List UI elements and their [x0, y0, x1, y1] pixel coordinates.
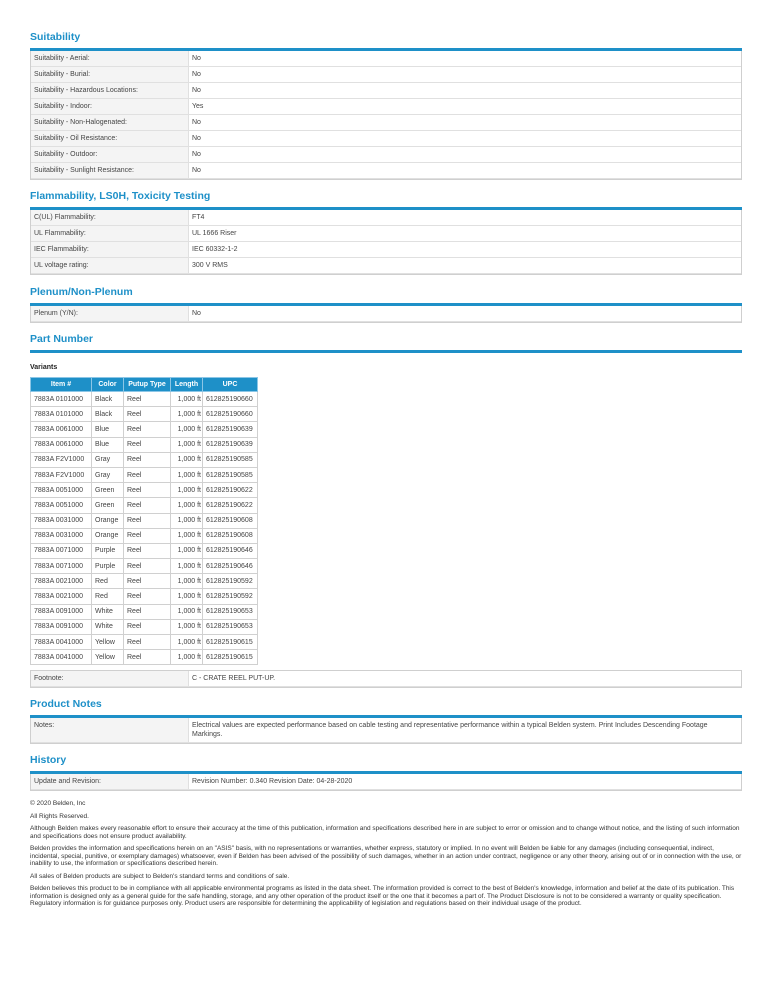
variants-label: Variants [30, 364, 58, 371]
variant-row [31, 589, 258, 604]
variant-putup-type: Reel [124, 437, 171, 452]
variant-upc: 612825190639 [203, 422, 258, 437]
section-history [30, 754, 742, 791]
spec-label: UL voltage rating: [31, 258, 189, 274]
spec-value: FT4 [189, 210, 741, 226]
variants-header-row [31, 378, 258, 392]
spec-label: Suitability - Oil Resistance: [31, 131, 189, 147]
spec-row [31, 67, 741, 83]
variant-item-number: 7883A 0051000 [31, 483, 92, 498]
variant-color: Red [92, 589, 124, 604]
spec-label: Suitability - Hazardous Locations: [31, 83, 189, 99]
column-header-length: Length [171, 378, 203, 392]
variant-row [31, 422, 258, 437]
spec-row [31, 774, 741, 790]
variant-item-number: 7883A 0041000 [31, 635, 92, 650]
variant-item-number: 7883A 0021000 [31, 589, 92, 604]
spec-label: Suitability - Sunlight Resistance: [31, 163, 189, 179]
variant-upc: 612825190592 [203, 574, 258, 589]
terms-of-sale: All sales of Belden products are subject to Belden's standard terms and conditions of sale. [30, 872, 290, 880]
variant-upc: 612825190592 [203, 589, 258, 604]
product-notes-table [30, 718, 742, 744]
variant-upc: 612825190653 [203, 619, 258, 634]
variant-color: Gray [92, 452, 124, 467]
spec-label: C(UL) Flammability: [31, 210, 189, 226]
column-header-color: Color [92, 378, 124, 392]
spec-label: Plenum (Y/N): [31, 306, 189, 322]
variant-length: 1,000 ft [171, 513, 203, 528]
variant-row [31, 437, 258, 452]
column-header-putup-type: Putup Type [124, 378, 171, 392]
variant-length: 1,000 ft [171, 543, 203, 558]
variant-upc: 612825190646 [203, 559, 258, 574]
spec-value: Yes [189, 99, 741, 115]
variant-putup-type: Reel [124, 543, 171, 558]
variant-putup-type: Reel [124, 528, 171, 543]
variant-row [31, 604, 258, 619]
spec-row [31, 258, 741, 274]
variant-putup-type: Reel [124, 559, 171, 574]
spec-row [31, 242, 741, 258]
variant-row [31, 635, 258, 650]
spec-value: 300 V RMS [189, 258, 741, 274]
variant-upc: 612825190622 [203, 498, 258, 513]
variant-color: Yellow [92, 635, 124, 650]
variant-color: Red [92, 574, 124, 589]
variant-color: Blue [92, 422, 124, 437]
variant-item-number: 7883A 0101000 [31, 392, 92, 407]
variant-length: 1,000 ft [171, 574, 203, 589]
variant-row [31, 392, 258, 407]
spec-value: No [189, 306, 741, 322]
footnote-label: Footnote: [31, 671, 189, 687]
variant-row [31, 528, 258, 543]
spec-value: IEC 60332-1-2 [189, 242, 741, 258]
variant-upc: 612825190653 [203, 604, 258, 619]
variant-color: Green [92, 498, 124, 513]
spec-label: Suitability - Non-Halogenated: [31, 115, 189, 131]
variant-upc: 612825190615 [203, 650, 258, 665]
variant-length: 1,000 ft [171, 452, 203, 467]
variant-length: 1,000 ft [171, 619, 203, 634]
variant-length: 1,000 ft [171, 437, 203, 452]
variant-color: Purple [92, 543, 124, 558]
variant-putup-type: Reel [124, 574, 171, 589]
spec-row [31, 210, 741, 226]
spec-row [31, 99, 741, 115]
variant-row [31, 574, 258, 589]
spec-row [31, 83, 741, 99]
datasheet-page [30, 0, 742, 791]
variant-item-number: 7883A 0061000 [31, 437, 92, 452]
spec-value: No [189, 115, 741, 131]
spec-label: IEC Flammability: [31, 242, 189, 258]
copyright-text: © 2020 Belden, Inc [30, 800, 86, 807]
variant-upc: 612825190646 [203, 543, 258, 558]
variant-length: 1,000 ft [171, 604, 203, 619]
variant-length: 1,000 ft [171, 589, 203, 604]
variant-item-number: 7883A 0071000 [31, 559, 92, 574]
variant-putup-type: Reel [124, 650, 171, 665]
spec-value: Revision Number: 0.340 Revision Date: 04-28-2020 [189, 774, 741, 790]
variant-row [31, 483, 258, 498]
variant-item-number: 7883A F2V1000 [31, 452, 92, 467]
variant-item-number: 7883A 0091000 [31, 619, 92, 634]
variant-row [31, 452, 258, 467]
variant-length: 1,000 ft [171, 559, 203, 574]
variant-color: Yellow [92, 650, 124, 665]
variant-item-number: 7883A 0061000 [31, 422, 92, 437]
flammability-table [30, 210, 742, 275]
section-title: History [30, 754, 67, 767]
variant-putup-type: Reel [124, 407, 171, 422]
rights-text: All Rights Reserved. [30, 812, 89, 820]
variant-color: Purple [92, 559, 124, 574]
variant-putup-type: Reel [124, 635, 171, 650]
variant-putup-type: Reel [124, 498, 171, 513]
footnote-row [31, 671, 741, 687]
variant-color: Gray [92, 467, 124, 482]
history-table [30, 774, 742, 791]
spec-value: No [189, 147, 741, 163]
variant-putup-type: Reel [124, 392, 171, 407]
variant-item-number: 7883A 0031000 [31, 528, 92, 543]
variant-length: 1,000 ft [171, 650, 203, 665]
disclaimer-asis: Belden provides the information and specifications herein on an "ASIS" basis, with no representations or warranties, whether express, statutory or implied. In no event will Belden be liable for any damages (including consequential, indirect, incidental, special, punitive, or exemplary damages) whatsoever, even if Belden has been advised of the possibility of such damages, whether in an action under contract, negligence or any other theory, arising out of or in connection with the use, or inability to use, the information or specifications described herein. [30, 845, 742, 867]
variant-item-number: 7883A 0071000 [31, 543, 92, 558]
variant-upc: 612825190615 [203, 635, 258, 650]
section-product-notes [30, 698, 742, 744]
variant-upc: 612825190639 [203, 437, 258, 452]
variant-length: 1,000 ft [171, 422, 203, 437]
variant-putup-type: Reel [124, 452, 171, 467]
column-header-item: Item # [31, 378, 92, 392]
section-title: Product Notes [30, 698, 102, 711]
variant-upc: 612825190608 [203, 528, 258, 543]
variant-putup-type: Reel [124, 513, 171, 528]
variant-row [31, 559, 258, 574]
variant-item-number: 7883A 0031000 [31, 513, 92, 528]
spec-value: UL 1666 Riser [189, 226, 741, 242]
variants-table [30, 377, 258, 665]
spec-row [31, 147, 741, 163]
variant-color: White [92, 604, 124, 619]
spec-row [31, 115, 741, 131]
spec-value: Electrical values are expected performance based on cable testing and representative performance within a typical Belden system. Print Includes Descending Footage Markings. [189, 718, 741, 743]
variant-row [31, 619, 258, 634]
variant-length: 1,000 ft [171, 392, 203, 407]
variant-length: 1,000 ft [171, 467, 203, 482]
section-suitability [30, 31, 742, 180]
variant-putup-type: Reel [124, 483, 171, 498]
variant-color: Black [92, 392, 124, 407]
variant-row [31, 650, 258, 665]
footnote-table [30, 670, 742, 688]
variant-row [31, 513, 258, 528]
variant-color: Blue [92, 437, 124, 452]
variant-upc: 612825190660 [203, 407, 258, 422]
spec-row [31, 226, 741, 242]
variant-upc: 612825190622 [203, 483, 258, 498]
section-title: Suitability [30, 31, 81, 43]
spec-label: UL Flammability: [31, 226, 189, 242]
variant-putup-type: Reel [124, 619, 171, 634]
variant-row [31, 498, 258, 513]
variant-length: 1,000 ft [171, 407, 203, 422]
section-title: Part Number [30, 333, 94, 345]
variant-color: Orange [92, 528, 124, 543]
variant-length: 1,000 ft [171, 635, 203, 650]
column-header-upc: UPC [203, 378, 258, 392]
section-plenum [30, 286, 742, 323]
spec-value: No [189, 67, 741, 83]
section-part-number [30, 333, 742, 688]
spec-value: No [189, 131, 741, 147]
spec-label: Suitability - Aerial: [31, 51, 189, 67]
variant-item-number: 7883A F2V1000 [31, 467, 92, 482]
suitability-table [30, 51, 742, 180]
variant-item-number: 7883A 0021000 [31, 574, 92, 589]
plenum-table [30, 306, 742, 323]
spec-label: Suitability - Indoor: [31, 99, 189, 115]
variant-upc: 612825190608 [203, 513, 258, 528]
legal-footer [30, 800, 742, 913]
variant-upc: 612825190585 [203, 452, 258, 467]
spec-label: Suitability - Outdoor: [31, 147, 189, 163]
variant-length: 1,000 ft [171, 528, 203, 543]
variant-row [31, 543, 258, 558]
spec-row [31, 718, 741, 743]
spec-row [31, 51, 741, 67]
variant-color: Orange [92, 513, 124, 528]
spec-value: No [189, 51, 741, 67]
footnote-value: C - CRATE REEL PUT-UP. [189, 671, 741, 687]
variant-upc: 612825190660 [203, 392, 258, 407]
variant-putup-type: Reel [124, 422, 171, 437]
variant-putup-type: Reel [124, 604, 171, 619]
variant-putup-type: Reel [124, 467, 171, 482]
variant-item-number: 7883A 0101000 [31, 407, 92, 422]
spec-row [31, 131, 741, 147]
spec-label: Update and Revision: [31, 774, 189, 790]
section-flammability [30, 190, 742, 275]
variant-upc: 612825190585 [203, 467, 258, 482]
section-divider [30, 350, 742, 353]
variant-item-number: 7883A 0041000 [31, 650, 92, 665]
variant-item-number: 7883A 0051000 [31, 498, 92, 513]
variant-length: 1,000 ft [171, 498, 203, 513]
spec-row [31, 163, 741, 179]
variant-color: White [92, 619, 124, 634]
variant-putup-type: Reel [124, 589, 171, 604]
variant-length: 1,000 ft [171, 483, 203, 498]
variant-row [31, 467, 258, 482]
section-title: Plenum/Non-Plenum [30, 286, 133, 298]
spec-label: Suitability - Burial: [31, 67, 189, 83]
spec-value: No [189, 163, 741, 179]
variant-color: Green [92, 483, 124, 498]
spec-row [31, 306, 741, 322]
section-title: Flammability, LS0H, Toxicity Testing [30, 190, 211, 202]
spec-value: No [189, 83, 741, 99]
environmental-compliance: Belden believes this product to be in compliance with all applicable environmental programs as listed in the data sheet. The information provided is correct to the best of Belden's knowledge, information and belief at the date of its publication. This information is designed only as a general guide for the safe handling, storage, and any other operation of the product itself or the one that it becomes a part of. The Product Disclosure is not to be considered a warranty or quality specification. Regulatory information is for guidance purposes only. Product users are responsible for determining the applicability of legislation and regulations based on their individual usage of the product. [30, 885, 735, 907]
variant-row [31, 407, 258, 422]
variant-item-number: 7883A 0091000 [31, 604, 92, 619]
variant-color: Black [92, 407, 124, 422]
spec-label: Notes: [31, 718, 189, 743]
disclaimer-accuracy: Although Belden makes every reasonable effort to ensure their accuracy at the time of this publication, information and specifications described here in are subject to error or omission and to change without notice, and the listing of such information and specifications does not ensure product availability. [30, 825, 740, 840]
